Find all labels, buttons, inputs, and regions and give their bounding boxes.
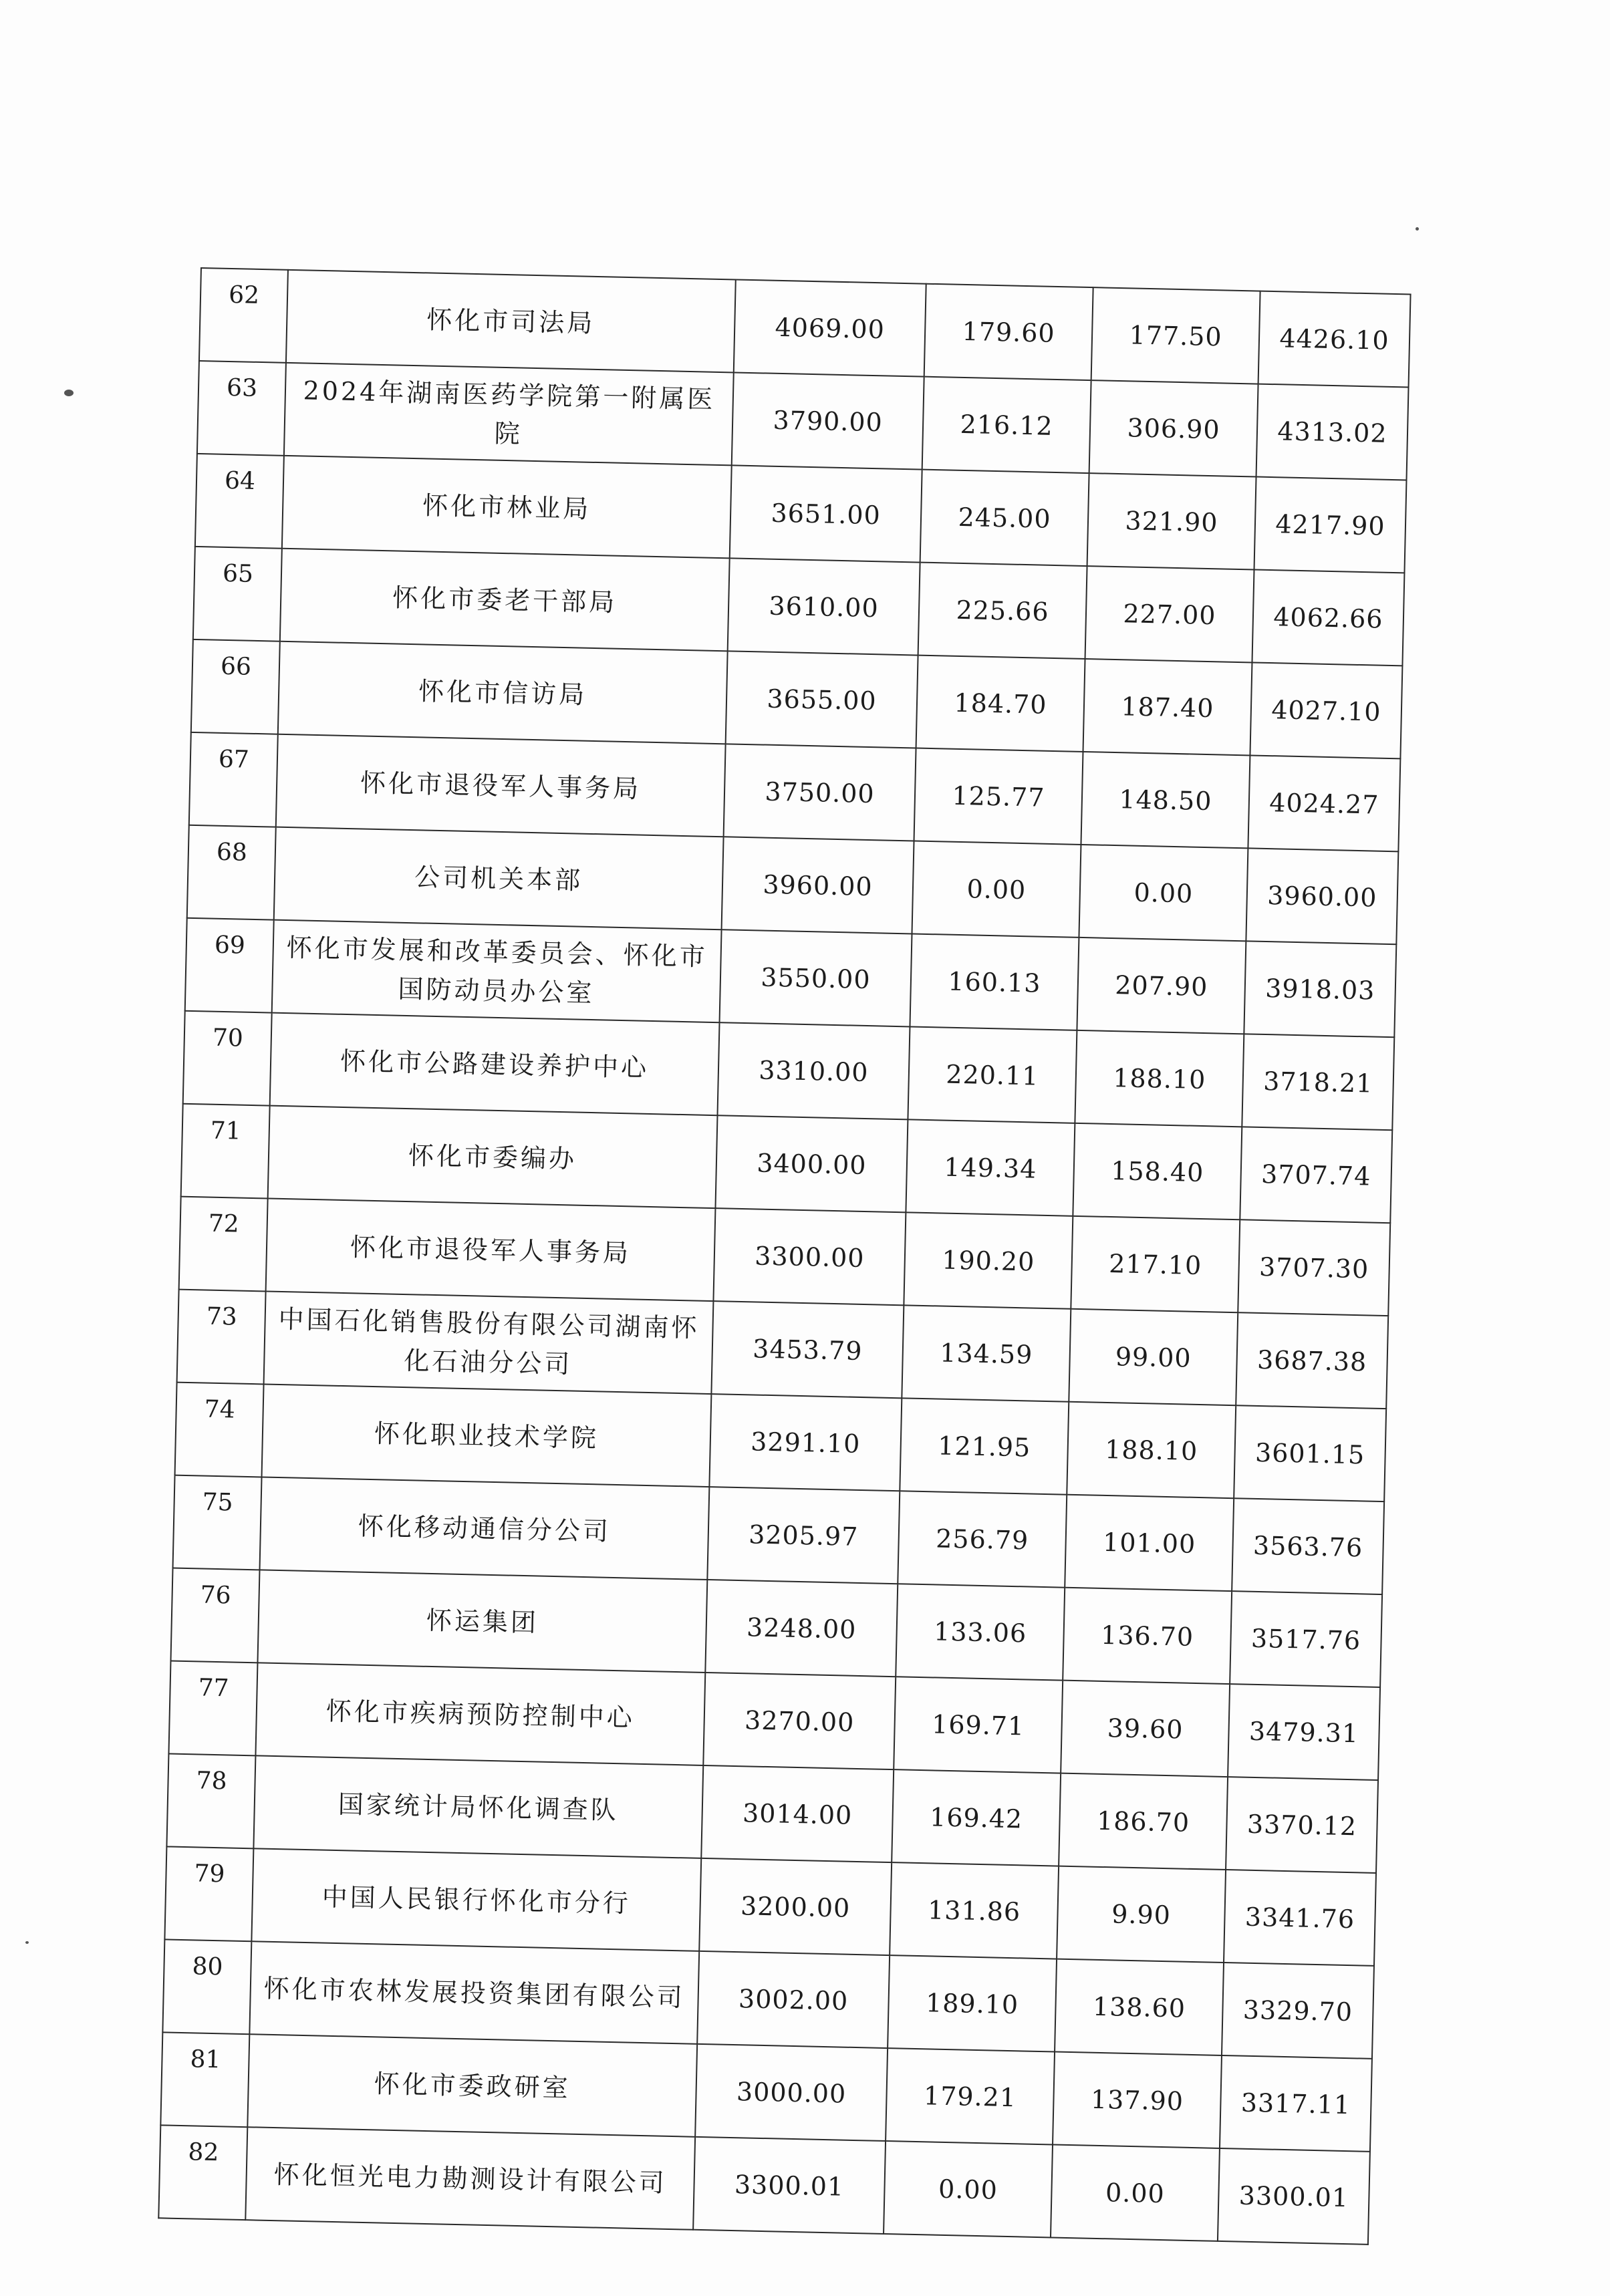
unit-name: 国家统计局怀化调查队 [253, 1755, 703, 1858]
unit-name: 怀化恒光电力勘测设计有限公司 [245, 2127, 695, 2230]
value-3: 137.90 [1053, 2052, 1222, 2148]
total-value: 3317.11 [1220, 2055, 1372, 2152]
row-index: 63 [197, 361, 286, 456]
value-3: 187.40 [1083, 659, 1252, 755]
value-3: 217.10 [1071, 1216, 1240, 1312]
value-1: 3655.00 [726, 651, 918, 748]
row-index: 64 [195, 454, 284, 549]
value-1: 3200.00 [699, 1858, 892, 1955]
value-2: 169.42 [892, 1769, 1061, 1866]
value-1: 3300.00 [713, 1208, 906, 1305]
value-3: 101.00 [1065, 1495, 1234, 1591]
total-value: 3687.38 [1236, 1312, 1388, 1409]
table-body [158, 268, 1410, 2245]
value-1: 3248.00 [705, 1580, 898, 1677]
value-1: 3300.01 [693, 2137, 886, 2234]
unit-name: 怀化市司法局 [286, 270, 736, 373]
value-2: 133.06 [896, 1584, 1065, 1680]
total-value: 4024.27 [1248, 755, 1400, 851]
value-3: 188.10 [1075, 1030, 1244, 1127]
value-1: 3550.00 [720, 929, 912, 1026]
value-3: 177.50 [1091, 287, 1260, 384]
unit-name: 怀化市委编办 [268, 1106, 718, 1209]
unit-name: 怀运集团 [257, 1570, 707, 1673]
value-1: 3960.00 [722, 837, 914, 934]
scan-speck [64, 390, 74, 396]
value-2: 125.77 [914, 748, 1083, 845]
total-value: 3370.12 [1226, 1777, 1378, 1873]
unit-name: 怀化市农林发展投资集团有限公司 [249, 1941, 699, 2044]
value-3: 148.50 [1081, 752, 1250, 848]
value-3: 188.10 [1067, 1402, 1236, 1498]
total-value: 3707.74 [1240, 1127, 1392, 1223]
row-index: 66 [191, 639, 280, 734]
total-value: 4313.02 [1256, 384, 1409, 480]
row-index: 70 [183, 1011, 272, 1106]
unit-name: 怀化市林业局 [282, 456, 732, 559]
unit-name: 怀化市委政研室 [247, 2034, 697, 2137]
value-2: 225.66 [918, 563, 1087, 659]
value-1: 3453.79 [711, 1301, 904, 1398]
unit-name: 怀化市委老干部局 [280, 549, 730, 652]
row-index: 76 [170, 1568, 259, 1663]
value-2: 245.00 [920, 470, 1089, 566]
total-value: 3718.21 [1242, 1034, 1394, 1130]
row-index: 68 [187, 825, 276, 920]
value-2: 256.79 [898, 1491, 1067, 1587]
unit-name: 怀化市疾病预防控制中心 [255, 1663, 705, 1765]
value-3: 0.00 [1079, 845, 1248, 941]
total-value: 3479.31 [1228, 1684, 1380, 1780]
value-3: 306.90 [1089, 380, 1258, 476]
total-value: 3563.76 [1232, 1498, 1384, 1594]
value-1: 3610.00 [728, 558, 920, 655]
value-2: 179.21 [886, 2048, 1055, 2144]
unit-name: 怀化市退役军人事务局 [276, 734, 726, 837]
value-1: 3205.97 [707, 1487, 900, 1584]
unit-name: 中国石化销售股份有限公司湖南怀化石油分公司 [264, 1291, 714, 1394]
row-index: 82 [158, 2125, 247, 2220]
value-2: 179.60 [924, 284, 1093, 380]
value-3: 321.90 [1087, 473, 1256, 569]
row-index: 79 [164, 1846, 253, 1941]
row-index: 78 [166, 1753, 255, 1848]
total-value: 4217.90 [1254, 477, 1407, 573]
value-3: 136.70 [1063, 1588, 1232, 1684]
value-2: 0.00 [912, 841, 1081, 937]
value-3: 0.00 [1051, 2144, 1220, 2241]
value-1: 3400.00 [715, 1115, 908, 1212]
row-index: 65 [193, 547, 282, 641]
value-2: 216.12 [922, 377, 1091, 473]
value-3: 39.60 [1061, 1681, 1230, 1777]
unit-name: 怀化市退役军人事务局 [266, 1199, 716, 1302]
value-2: 190.20 [904, 1212, 1073, 1308]
row-index: 73 [177, 1290, 266, 1385]
total-value: 4062.66 [1252, 569, 1404, 666]
total-value: 4426.10 [1258, 291, 1411, 388]
value-1: 3790.00 [732, 372, 924, 469]
value-1: 3014.00 [701, 1765, 894, 1862]
value-2: 189.10 [888, 1955, 1057, 2051]
value-3: 99.00 [1069, 1309, 1238, 1405]
value-3: 138.60 [1055, 1959, 1224, 2055]
scan-speck [25, 1941, 29, 1944]
unit-name: 中国人民银行怀化市分行 [251, 1848, 701, 1951]
row-index: 71 [181, 1104, 270, 1199]
value-2: 184.70 [916, 656, 1085, 752]
total-value: 3329.70 [1222, 1963, 1374, 2059]
value-3: 227.00 [1085, 566, 1254, 662]
value-2: 169.71 [894, 1677, 1063, 1773]
value-2: 160.13 [910, 934, 1079, 1030]
row-index: 62 [199, 268, 288, 363]
row-index: 81 [160, 2032, 249, 2127]
value-2: 134.59 [902, 1305, 1071, 1401]
value-3: 9.90 [1057, 1866, 1226, 1963]
value-1: 3750.00 [724, 744, 916, 841]
scan-speck [1416, 227, 1419, 231]
value-1: 3002.00 [697, 1951, 890, 2048]
unit-name: 2024年湖南医药学院第一附属医院 [284, 363, 734, 466]
value-1: 3270.00 [703, 1673, 896, 1769]
data-table [158, 267, 1411, 2245]
row-index: 80 [162, 1939, 251, 2034]
total-value: 3300.01 [1218, 2148, 1370, 2245]
unit-name: 怀化职业技术学院 [262, 1384, 712, 1487]
row-index: 72 [179, 1197, 268, 1292]
value-2: 121.95 [900, 1398, 1069, 1494]
value-1: 3310.00 [717, 1022, 910, 1119]
value-3: 158.40 [1073, 1123, 1242, 1219]
total-value: 3601.15 [1234, 1405, 1386, 1501]
value-1: 3291.10 [709, 1394, 902, 1491]
total-value: 3341.76 [1224, 1870, 1376, 1966]
unit-name: 怀化市公路建设养护中心 [270, 1013, 720, 1116]
value-3: 207.90 [1077, 938, 1246, 1034]
total-value: 3960.00 [1246, 848, 1398, 944]
value-1: 3000.00 [695, 2044, 888, 2141]
unit-name: 怀化市信访局 [278, 641, 728, 744]
value-2: 149.34 [906, 1119, 1075, 1215]
value-2: 131.86 [890, 1862, 1059, 1959]
value-1: 4069.00 [734, 279, 926, 376]
row-index: 67 [189, 732, 278, 827]
unit-name: 怀化移动通信分公司 [259, 1477, 709, 1580]
total-value: 3707.30 [1238, 1219, 1390, 1316]
value-2: 0.00 [884, 2141, 1053, 2237]
data-table-wrapper [158, 267, 1410, 2245]
value-3: 186.70 [1059, 1773, 1228, 1870]
row-index: 75 [173, 1475, 262, 1570]
row-index: 74 [175, 1383, 264, 1477]
value-2: 220.11 [908, 1026, 1077, 1123]
total-value: 3918.03 [1244, 941, 1396, 1037]
total-value: 3517.76 [1230, 1591, 1382, 1687]
value-1: 3651.00 [730, 465, 922, 562]
row-index: 69 [185, 918, 274, 1013]
unit-name: 怀化市发展和改革委员会、怀化市国防动员办公室 [272, 920, 722, 1023]
total-value: 4027.10 [1250, 662, 1402, 758]
row-index: 77 [168, 1661, 257, 1756]
unit-name: 公司机关本部 [274, 827, 724, 930]
